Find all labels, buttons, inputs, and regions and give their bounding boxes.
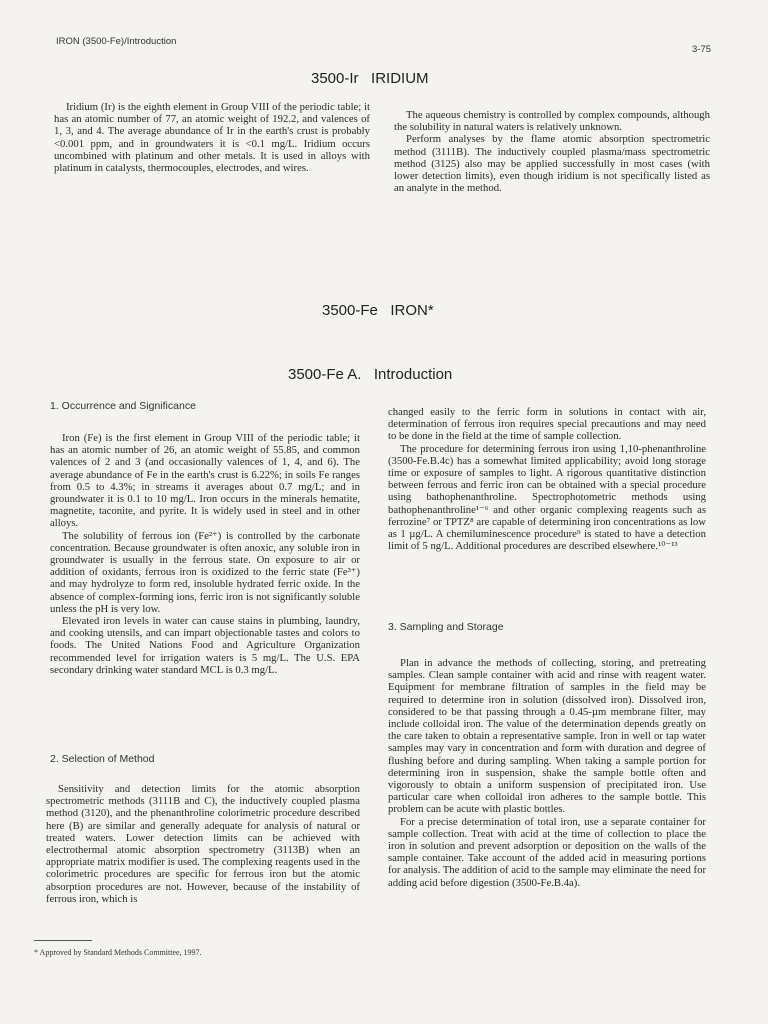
paragraph: Plan in advance the methods of collecting, storing, and pretreating samples. Clean sample container with acid and rinse with reagent water. Equipment for membrane filtration of samples in the field may be required to determine iron in solution (dissolved iron). Dissolved iron, considered to be that passing through a 0.45-µm membrane filter, may include colloidal iron. The value of the determination depends greatly on the care taken to obtain a representative sample. Iron in well or tap water samples may vary in concentration and form with duration and degree of flushing before and during sampling. When taking a sample portion for determining iron in suspension, shake the sample bottle often and vigorously to obtain a uniform suspension of precipitated iron. Use particular care when colloidal iron adheres to the sample bottle. This problem can be acute with plastic bottles. bbox=[388, 657, 706, 816]
footnote-rule bbox=[34, 940, 92, 941]
iridium-left-column bbox=[54, 101, 370, 174]
sampling-text bbox=[388, 657, 706, 889]
iridium-title: 3500-Ir IRIDIUM bbox=[311, 70, 429, 87]
section-heading-occurrence: 1. Occurrence and Significance bbox=[50, 400, 196, 412]
paragraph: The procedure for determining ferrous iron using 1,10-phenanthroline (3500-Fe.B.4c) has a somewhat limited applicability; avoid long storage time or exposure of samples to light. A rigorous quantitative distinction between ferrous and ferric iron can be obtained with a special procedure using bathophenanthroline. Spectrophotometric methods using bathophenanthroline¹⁻⁶ and other organic complexing reagents such as ferrozine⁷ or TPTZ⁸ are capable of determining iron concentrations as low as 1 µg/L. A chemiluminescence procedure⁹ is stated to have a detection limit of 5 ng/L. Additional procedures are described elsewhere.¹⁰⁻¹³ bbox=[388, 442, 706, 553]
paragraph: Iron (Fe) is the first element in Group VIII of the periodic table; it has an atomic number of 26, an atomic weight of 55.85, and common valences of 2 and 3 (and occasionally valences of 1, 4, and 6). The average abundance of Fe in the earth's crust is 6.22%; in soils Fe ranges from 0.5 to 4.3%; in streams it averages about 0.7 mg/L; and in groundwater it is 0.1 to 10 mg/L. Iron occurs in the minerals hematite, magnetite, taconite, and pyrite. It is widely used in steel and in other alloys. bbox=[50, 432, 360, 530]
method-continuation-text bbox=[388, 406, 706, 552]
paragraph: Iridium (Ir) is the eighth element in Group VIII of the periodic table; it has an atomic number of 77, an atomic weight of 192.2, and valences of 1, 3, and 4. The average abundance of Ir in the earth's crust is probably <0.001 ppm, and in groundwaters it is <0.1 mg/L. Iridium occurs uncombined with platinum and other metals. It is used in alloys with platinum in catalysts, thermocouples, electrodes, and wires. bbox=[54, 101, 370, 175]
paragraph: The aqueous chemistry is controlled by complex compounds, although the solubility in natural waters is relatively unknown. bbox=[394, 109, 710, 134]
iron-intro-title: 3500-Fe A. Introduction bbox=[288, 366, 453, 383]
paragraph: Perform analyses by the flame atomic absorption spectrometric method (3111B). The inductively coupled plasma/mass spectrometric method (3125) also may be applied successfully in most cases (with lower detection limits), even though iridium is not specifically listed as an analyte in the method. bbox=[394, 133, 710, 195]
occurrence-text bbox=[50, 432, 360, 676]
footnote: * Approved by Standard Methods Committee, 1997. bbox=[34, 948, 202, 957]
page-number: 3-75 bbox=[692, 44, 712, 55]
selection-text bbox=[46, 783, 360, 905]
iron-title: 3500-Fe IRON* bbox=[322, 302, 434, 319]
paragraph: For a precise determination of total iron, use a separate container for sample collection. Treat with acid at the time of collection to place the iron in solution and prevent adsorption or deposition on the walls of the sample container. Take account of the added acid in measuring portions for analysis. The addition of acid to the sample may eliminate the need for adding acid before digestion (3500-Fe.B.4a). bbox=[388, 815, 706, 889]
paragraph: Elevated iron levels in water can cause stains in plumbing, laundry, and cooking utensils, and can impart objectionable tastes and colors to foods. The United Nations Food and Agriculture Organization recommended level for irrigation waters is 5 mg/L. The U.S. EPA secondary drinking water standard MCL is 0.3 mg/L. bbox=[50, 615, 360, 676]
paragraph: changed easily to the ferric form in solutions in contact with air, determination of ferrous iron requires special precautions and may need to be done in the field at the time of sample collection. bbox=[388, 406, 706, 443]
paragraph: Sensitivity and detection limits for the atomic absorption spectrometric methods (3111B and C), the inductively coupled plasma method (3120), and the phenanthroline colorimetric procedure described here (B) are similar and generally adequate for analysis of natural or treated waters. Lower detection limits can be achieved with electrothermal atomic absorption spectrometry (3113B) when an appropriate matrix modifier is used. The complexing reagents used in the colorimetric procedures are specific for ferrous iron but the atomic absorption procedures are not. However, because of the instability of ferrous iron, which is bbox=[46, 783, 360, 905]
paragraph: The solubility of ferrous ion (Fe²⁺) is controlled by the carbonate concentration. Because groundwater is often anoxic, any soluble iron in groundwater is usually in the ferrous state. On exposure to air or addition of oxidants, ferrous iron is oxidized to the ferric state (Fe³⁺) and may hydrolyze to form red, insoluble hydrated ferric oxide. In the absence of complex-forming ions, ferric iron is not significantly soluble unless the pH is very low. bbox=[50, 529, 360, 615]
section-heading-sampling: 3. Sampling and Storage bbox=[388, 621, 504, 633]
iridium-right-column bbox=[394, 109, 710, 194]
running-head: IRON (3500-Fe)/Introduction bbox=[56, 36, 177, 47]
section-heading-selection: 2. Selection of Method bbox=[50, 753, 155, 765]
